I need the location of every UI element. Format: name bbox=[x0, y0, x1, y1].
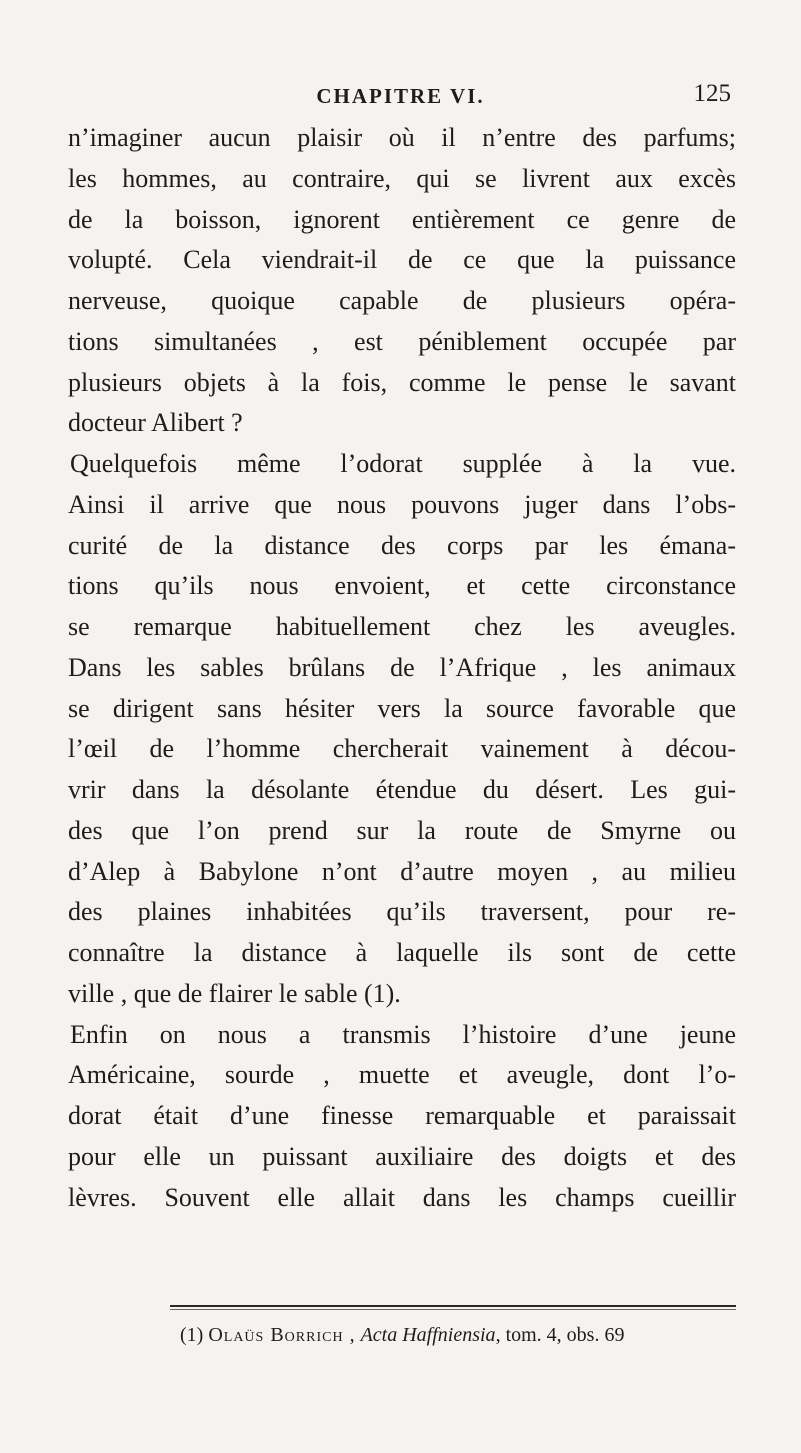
text-line: tions simultanées , est péniblement occupée par bbox=[68, 326, 736, 356]
footnote bbox=[180, 1318, 740, 1352]
text-line: pour elle un puissant auxiliaire des doigts et des bbox=[68, 1141, 736, 1171]
text-line: curité de la distance des corps par les émana- bbox=[68, 530, 736, 560]
footnote-reference: , tom. 4, obs. 69 bbox=[495, 1324, 625, 1346]
text-line: les hommes, au contraire, qui se livrent aux excès bbox=[68, 163, 736, 193]
running-head: CHAPITRE VI. bbox=[316, 84, 485, 108]
text-line: Américaine, sourde , muette et aveugle, dont l’o- bbox=[68, 1060, 736, 1090]
text-line: Quelquefois même l’odorat supplée à la vue. bbox=[70, 449, 736, 478]
text-line: n’imaginer aucun plaisir où il n’entre des parfums; bbox=[68, 123, 736, 152]
text-line: ville , que de flairer le sable (1). bbox=[68, 978, 401, 1008]
text-line: lèvres. Souvent elle allait dans les champs cueillir bbox=[68, 1182, 736, 1212]
text-line: vrir dans la désolante étendue du désert. Les gui- bbox=[68, 775, 736, 804]
footnote-title: Acta Haffniensia bbox=[360, 1324, 496, 1346]
text-line: docteur Alibert ? bbox=[68, 408, 243, 438]
text-line: des plaines inhabitées qu’ils traversent, pour re- bbox=[68, 897, 736, 927]
page-number: 125 bbox=[693, 80, 731, 107]
text-line: dorat était d’une finesse remarquable et paraissait bbox=[68, 1101, 736, 1130]
text-line: de la boisson, ignorent entièrement ce genre de bbox=[68, 204, 736, 234]
text-line: l’œil de l’homme chercherait vainement à décou- bbox=[68, 734, 736, 764]
text-line: se remarque habituellement chez les aveugles. bbox=[68, 612, 736, 641]
footnote-marker: (1) bbox=[180, 1324, 204, 1346]
footnote-rule bbox=[170, 1309, 736, 1310]
footnote-author: Olaüs Borrich , bbox=[208, 1324, 356, 1346]
text-line: tions qu’ils nous envoient, et cette circonstance bbox=[68, 571, 736, 601]
text-line: volupté. Cela viendrait-il de ce que la puissance bbox=[68, 245, 736, 275]
text-line: Ainsi il arrive que nous pouvons juger dans l’obs- bbox=[68, 489, 736, 519]
text-line: d’Alep à Babylone n’ont d’autre moyen , au milieu bbox=[68, 856, 736, 886]
text-line: Enfin on nous a transmis l’histoire d’une jeune bbox=[70, 1019, 736, 1049]
body-text bbox=[68, 118, 736, 1218]
text-line: des que l’on prend sur la route de Smyrne ou bbox=[68, 815, 736, 845]
text-line: nerveuse, quoique capable de plusieurs opéra- bbox=[68, 286, 736, 315]
page-header bbox=[0, 78, 801, 118]
text-line: se dirigent sans hésiter vers la source favorable que bbox=[68, 693, 736, 723]
text-line: Dans les sables brûlans de l’Afrique , les animaux bbox=[68, 652, 736, 682]
text-line: connaître la distance à laquelle ils sont de cette bbox=[68, 938, 736, 967]
text-line: plusieurs objets à la fois, comme le pense le savant bbox=[68, 367, 736, 397]
footnote-rule bbox=[170, 1305, 736, 1307]
